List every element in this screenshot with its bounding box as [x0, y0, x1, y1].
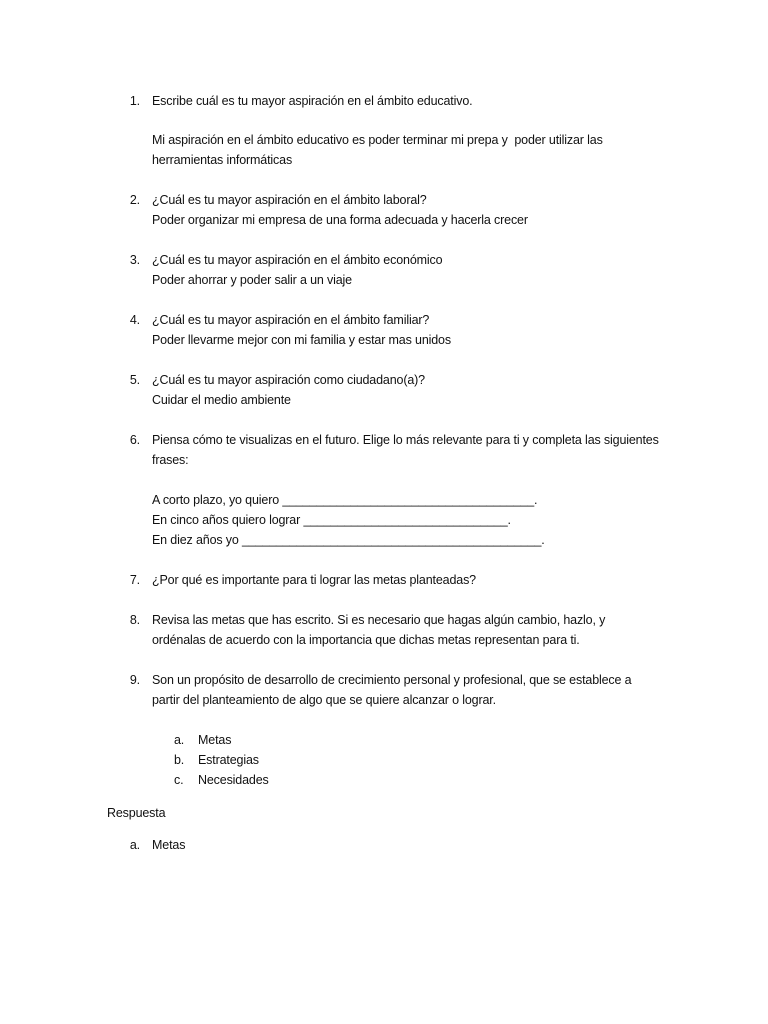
response-label: Respuesta: [107, 806, 166, 820]
question-number: 3.: [129, 253, 140, 267]
question-text: ¿Cuál es tu mayor aspiración como ciudadano(a)?: [152, 373, 425, 387]
question-text: Revisa las metas que has escrito. Si es necesario que hagas algún cambio, hazlo, y ordénalas de acuerdo con la importancia que dichas metas representan para ti.: [152, 613, 609, 647]
question-text: ¿Por qué es importante para ti lograr las metas planteadas?: [152, 573, 476, 587]
option-text: Necesidades: [198, 773, 269, 787]
question-number: 4.: [129, 313, 140, 327]
question-number: 5.: [129, 373, 140, 387]
question-text: ¿Cuál es tu mayor aspiración en el ámbito familiar?: [152, 313, 430, 327]
question-text: Piensa cómo te visualizas en el futuro. Elige lo más relevante para ti y completa las siguientes frases:: [152, 433, 663, 467]
option-text: Metas: [198, 733, 232, 747]
option-letter: b.: [174, 753, 185, 767]
question-number: 9.: [129, 673, 140, 687]
option-letter: a.: [174, 733, 185, 747]
response-text: Metas: [152, 838, 186, 852]
answer-text: Poder ahorrar y poder salir a un viaje: [152, 273, 352, 287]
option-letter: c.: [174, 773, 184, 787]
response-letter: a.: [129, 838, 140, 852]
fill-in-phrase: En diez años yo ____________________________________________.: [152, 533, 545, 547]
question-number: 2.: [129, 193, 140, 207]
question-number: 1.: [129, 94, 140, 108]
fill-in-phrase: En cinco años quiero lograr ______________________________.: [152, 513, 511, 527]
answer-text: Poder organizar mi empresa de una forma adecuada y hacerla crecer: [152, 213, 528, 227]
answer-text: Mi aspiración en el ámbito educativo es poder terminar mi prepa y poder utilizar las herramientas informáticas: [152, 133, 606, 167]
question-text: ¿Cuál es tu mayor aspiración en el ámbito económico: [152, 253, 443, 267]
fill-in-phrase: A corto plazo, yo quiero _____________________________________.: [152, 493, 538, 507]
option-text: Estrategias: [198, 753, 259, 767]
answer-text: Cuidar el medio ambiente: [152, 393, 291, 407]
question-text: Escribe cuál es tu mayor aspiración en el ámbito educativo.: [152, 94, 473, 108]
question-text: ¿Cuál es tu mayor aspiración en el ámbito laboral?: [152, 193, 427, 207]
question-number: 8.: [129, 613, 140, 627]
question-number: 6.: [129, 433, 140, 447]
answer-text: Poder llevarme mejor con mi familia y estar mas unidos: [152, 333, 451, 347]
question-number: 7.: [129, 573, 140, 587]
question-text: Son un propósito de desarrollo de crecimiento personal y profesional, que se establece a partir del planteamiento de algo que se quiere alcanzar o lograr.: [152, 673, 635, 707]
